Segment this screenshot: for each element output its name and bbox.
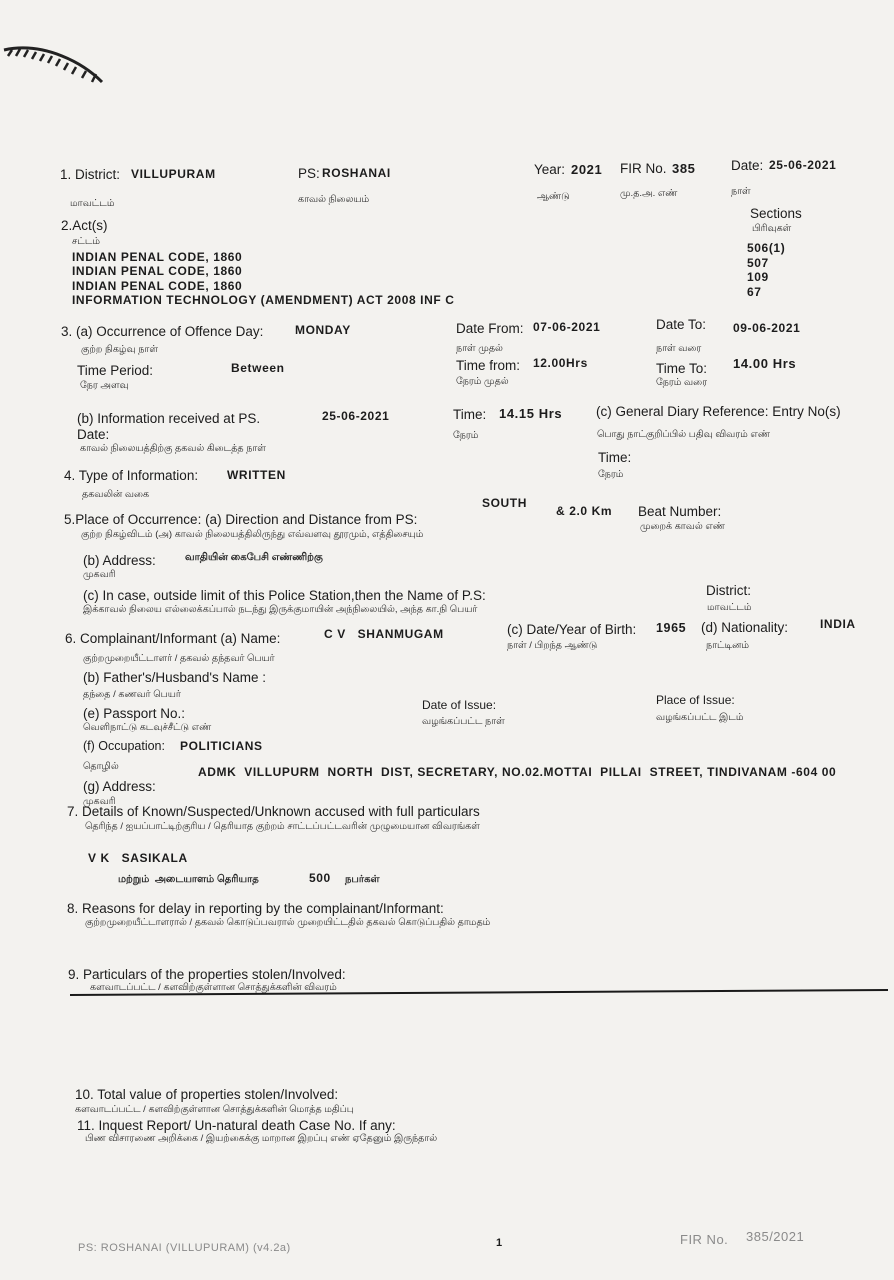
- act-row-2: INDIAN PENAL CODE, 1860: [72, 264, 243, 278]
- beat-label: Beat Number:: [638, 504, 722, 519]
- handwritten-mark: [2, 42, 112, 90]
- beat-ta: முறைக் காவல் எண்: [640, 521, 725, 532]
- fir-no-value: 385: [672, 161, 696, 176]
- accused-label: 7. Details of Known/Suspected/Unknown accused with full particulars: [67, 804, 480, 819]
- father-ta: தந்தை / கணவர் பெயர்: [83, 689, 181, 700]
- section-row-3: 109: [747, 270, 769, 284]
- time-from-label: Time from:: [456, 358, 520, 373]
- father-label: (b) Father's/Husband's Name :: [83, 670, 266, 685]
- date-from-label: Date From:: [456, 321, 524, 336]
- complainant-name-label: 6. Complainant/Informant (a) Name:: [65, 631, 281, 646]
- issue-date-ta: வழங்கப்பட்ட நாள்: [422, 716, 505, 727]
- occupation-ta: தொழில்: [83, 761, 119, 772]
- delay-ta: குற்றமுறையீட்டாளரால் / தகவல் கொடுப்பவரால் முறையிட்டதில் தகவல் கொடுப்பதில் தாமதம்: [85, 917, 491, 928]
- nationality-value: INDIA: [820, 617, 856, 631]
- date-label: Date:: [731, 158, 764, 173]
- dob-label: (c) Date/Year of Birth:: [507, 622, 637, 637]
- occupation-value: POLITICIANS: [180, 739, 263, 753]
- footer-station: PS: ROSHANAI (VILLUPURAM) (v4.2a): [78, 1242, 291, 1254]
- nationality-label: (d) Nationality:: [701, 620, 789, 635]
- gd-time-label: Time:: [598, 450, 632, 465]
- sections-ta: பிரிவுகள்: [752, 223, 792, 234]
- issue-date-label: Date of Issue:: [422, 698, 497, 712]
- info-time-ta: நேரம்: [453, 430, 479, 441]
- fir-ta: மு.த.அ. எண்: [620, 188, 678, 199]
- accused-name: V K SASIKALA: [88, 851, 188, 865]
- complainant-address-value: ADMK VILLUPURM NORTH DIST, SECRETARY, NO.02.MOTTAI PILLAI STREET, TINDIVANAM -604 00: [198, 765, 837, 779]
- place-ta: குற்ற நிகழ்விடம் (அ) காவல் நிலையத்திலிருந்து எவ்வளவு தூரமும், எத்திசையும்: [81, 529, 424, 540]
- place-address-label: (b) Address:: [83, 553, 156, 568]
- occupation-label: (f) Occupation:: [83, 739, 165, 753]
- district-value: VILLUPURAM: [131, 167, 216, 181]
- section-row-2: 507: [747, 256, 769, 270]
- occurrence-day-label: 3. (a) Occurrence of Offence Day:: [61, 324, 264, 339]
- info-time-value: 14.15 Hrs: [499, 406, 563, 421]
- place-address-value: வாதியின் கைபேசி எண்ணிற்கு: [185, 552, 323, 563]
- place-distance: & 2.0 Km: [556, 504, 613, 518]
- properties-label: 9. Particulars of the properties stolen/Involved:: [68, 967, 346, 982]
- time-to-label: Time To:: [656, 361, 708, 376]
- complainant-address-label: (g) Address:: [83, 779, 156, 794]
- complainant-name-ta: குற்றமுறையீட்டாளர் / தகவல் தந்தவர் பெயர்: [83, 653, 275, 664]
- passport-label: (e) Passport No.:: [83, 706, 186, 721]
- place-district-label: District:: [706, 583, 751, 598]
- properties-ta: களவாடப்பட்ட / களவிற்குள்ளான சொத்துக்களின் விவரம்: [90, 982, 337, 993]
- footer-fir-label: FIR No.: [680, 1232, 729, 1247]
- date-from-ta: நாள் முதல்: [456, 343, 503, 354]
- acts-label: 2.Act(s): [61, 218, 108, 233]
- nationality-ta: நாட்டினம்: [706, 640, 750, 651]
- dob-value: 1965: [656, 621, 687, 635]
- date-from-value: 07-06-2021: [533, 320, 601, 334]
- section-row-1: 506(1): [747, 241, 786, 255]
- accused-others-pre: மற்றும் அடையாளம் தெரியாத: [118, 874, 259, 885]
- info-received-date-label: Date:: [77, 427, 110, 442]
- time-to-ta: நேரம் வரை: [656, 377, 708, 388]
- outside-ta: இக்காவல் நிலைய எல்லைக்கப்பால் நடந்து இருக்குமாயின் அந்நிலையில், அந்த கா.நி பெயர்: [83, 604, 478, 615]
- sections-label: Sections: [750, 206, 802, 221]
- section-row-4: 67: [747, 285, 762, 299]
- date-ta: நாள்: [731, 186, 751, 197]
- date-value: 25-06-2021: [769, 158, 837, 172]
- place-district-ta: மாவட்டம்: [707, 602, 752, 613]
- time-from-ta: நேரம் முதல்: [456, 376, 509, 387]
- total-label: 10. Total value of properties stolen/Involved:: [75, 1087, 339, 1102]
- year-value: 2021: [571, 162, 603, 177]
- time-from-value: 12.00Hrs: [533, 356, 588, 370]
- date-to-value: 09-06-2021: [733, 321, 801, 335]
- acts-ta: சட்டம்: [72, 236, 101, 247]
- issue-place-ta: வழங்கப்பட்ட இடம்: [656, 712, 744, 723]
- gd-ta: பொது நாட்குறிப்பில் பதிவு விவரம் எண்: [597, 429, 770, 440]
- accused-ta: தெரிந்த / ஐயப்பாட்டிற்குரிய / தெரியாத குற்றம் சாட்டப்பட்டவரின் முழுமையான விவரங்கள்: [85, 821, 480, 832]
- occurrence-day-ta: குற்ற நிகழ்வு நாள்: [81, 344, 158, 355]
- type-label: 4. Type of Information:: [64, 468, 199, 483]
- ps-value: ROSHANAI: [322, 166, 391, 180]
- date-to-label: Date To:: [656, 317, 707, 332]
- fir-no-label: FIR No.: [620, 161, 667, 176]
- complainant-name: C V SHANMUGAM: [324, 627, 444, 641]
- ps-ta: காவல் நிலையம்: [298, 194, 370, 205]
- time-period-value: Between: [231, 361, 285, 375]
- outside-label: (c) In case, outside limit of this Police Station,then the Name of P.S:: [83, 588, 486, 603]
- info-time-label: Time:: [453, 407, 487, 422]
- district-label: 1. District:: [60, 167, 121, 182]
- accused-others-post: நபர்கள்: [345, 874, 380, 885]
- footer-fir-no: 385/2021: [746, 1229, 805, 1244]
- info-received-date: 25-06-2021: [322, 409, 390, 423]
- total-ta: களவாடப்பட்ட / களவிற்குள்ளான சொத்துக்களின் மொத்த மதிப்பு: [75, 1104, 354, 1115]
- complainant-address-ta: முகவரி: [83, 796, 116, 807]
- place-address-ta: முகவரி: [83, 569, 116, 580]
- gd-time-ta: நேரம்: [598, 469, 624, 480]
- place-direction: SOUTH: [482, 496, 527, 510]
- occurrence-day-value: MONDAY: [295, 323, 351, 337]
- type-ta: தகவலின் வகை: [82, 489, 150, 500]
- inquest-label: 11. Inquest Report/ Un-natural death Case No. If any:: [77, 1118, 396, 1133]
- district-ta: மாவட்டம்: [70, 198, 115, 209]
- act-row-4: INFORMATION TECHNOLOGY (AMENDMENT) ACT 2008 INF C: [72, 293, 455, 307]
- year-ta: ஆண்டு: [537, 191, 570, 202]
- time-period-ta: நேர அளவு: [80, 380, 129, 391]
- gd-label: (c) General Diary Reference: Entry No(s): [596, 404, 841, 419]
- footer-page-number: 1: [496, 1237, 503, 1249]
- date-to-ta: நாள் வரை: [656, 343, 702, 354]
- info-received-ta: காவல் நிலையத்திற்கு தகவல் கிடைத்த நாள்: [80, 443, 266, 454]
- time-to-value: 14.00 Hrs: [733, 356, 797, 371]
- delay-label: 8. Reasons for delay in reporting by the complainant/Informant:: [67, 901, 444, 916]
- accused-others-num: 500: [309, 871, 331, 885]
- place-label: 5.Place of Occurrence: (a) Direction and Distance from PS:: [64, 512, 418, 527]
- inquest-ta: பிண விசாரணை அறிக்கை / இயற்கைக்கு மாறான இறப்பு எண் ஏதேனும் இருந்தால்: [85, 1133, 438, 1144]
- ps-label: PS:: [298, 166, 320, 181]
- issue-place-label: Place of Issue:: [656, 693, 735, 707]
- info-received-label: (b) Information received at PS.: [77, 411, 261, 426]
- act-row-1: INDIAN PENAL CODE, 1860: [72, 250, 243, 264]
- dob-ta: நாள் / பிறந்த ஆண்டு: [507, 640, 598, 651]
- year-label: Year:: [534, 162, 566, 177]
- time-period-label: Time Period:: [77, 363, 154, 378]
- passport-ta: வெளிநாட்டு கடவுச்சீட்டு எண்: [83, 722, 212, 733]
- act-row-3: INDIAN PENAL CODE, 1860: [72, 279, 243, 293]
- type-value: WRITTEN: [227, 468, 286, 482]
